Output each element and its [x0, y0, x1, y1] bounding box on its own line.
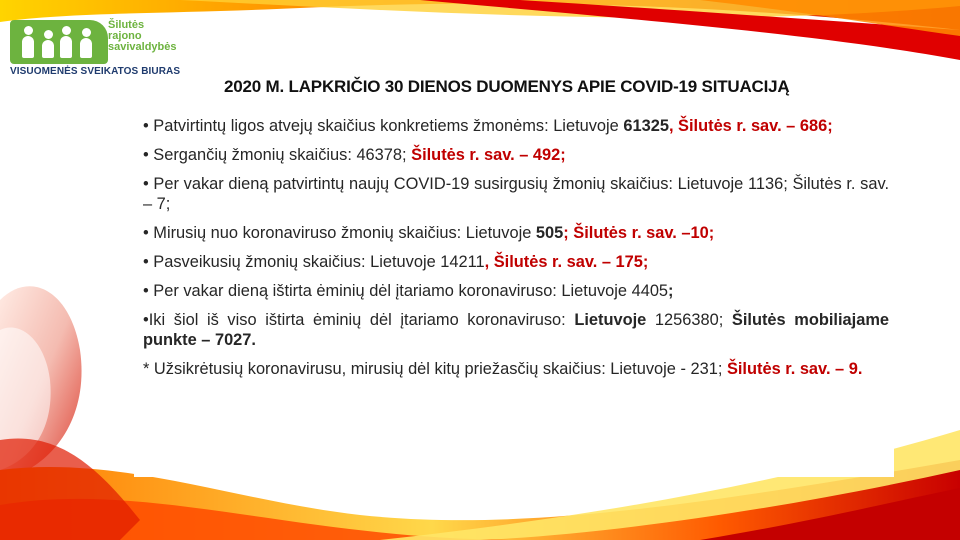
list-item-text: ; Šilutės r. sav. –10;: [563, 224, 715, 242]
list-item-text: ;: [668, 282, 674, 300]
list-item: [143, 223, 889, 243]
list-item: [143, 252, 889, 272]
list-item-text: 1256380;: [646, 311, 732, 329]
list-item: [143, 145, 889, 165]
logo-figure: [80, 38, 92, 58]
logo-family-emblem: [10, 20, 108, 64]
list-item: [143, 310, 889, 350]
list-item-text: •Iki šiol iš viso ištirta ėminių dėl įtariamo koronaviruso:: [143, 311, 575, 329]
list-item-text: , Šilutės r. sav. – 686;: [668, 117, 833, 135]
list-item-text: • Per vakar dieną patvirtintų naujų COVID-19 susirgusių žmonių skaičius: Lietuvoje 1136; Šilutės r. sav. – 7;: [143, 175, 889, 213]
list-item-text: Lietuvoje: [574, 311, 647, 329]
page-title: 2020 M. LAPKRIČIO 30 DIENOS DUOMENYS APIE COVID-19 SITUACIJĄ: [224, 77, 790, 96]
list-item-text: Šilutės mobiliajame punkte – 7027.: [143, 311, 890, 349]
logo-line-3: savivaldybės: [108, 41, 177, 53]
list-item-text: • Pasveikusių žmonių skaičius: Lietuvoje 14211: [143, 253, 485, 271]
list-item-text: Šilutės r. sav. – 492;: [411, 146, 566, 164]
logo-line-1: Šilutės: [108, 19, 145, 31]
logo-line-2: rajono: [108, 30, 142, 42]
list-item-text: Šilutės r. sav. – 9.: [726, 360, 863, 378]
list-item: [143, 116, 889, 136]
list-item-text: , Šilutės r. sav. – 175;: [484, 253, 649, 271]
list-item-text: • Mirusių nuo koronaviruso žmonių skaičius: Lietuvoje: [143, 224, 536, 242]
organization-logo: [6, 20, 206, 82]
logo-figure-head: [82, 28, 91, 37]
logo-figure-head: [62, 26, 71, 35]
logo-figure: [42, 40, 54, 58]
logo-figure-head: [24, 26, 33, 35]
list-item-text: • Patvirtintų ligos atvejų skaičius konkretiems žmonėms: Lietuvoje: [143, 117, 624, 135]
list-item-text: • Per vakar dieną ištirta ėminių dėl įtariamo koronaviruso: Lietuvoje 4405: [143, 282, 669, 300]
logo-subtitle: VISUOMENĖS SVEIKATOS BIURAS: [10, 66, 181, 77]
logo-figure-head: [44, 30, 53, 39]
list-item-text: 61325: [623, 117, 669, 135]
logo-figure: [60, 36, 72, 58]
logo-wordmark: [108, 20, 177, 53]
list-item-text: 505: [535, 224, 564, 242]
list-item: [143, 174, 889, 214]
list-item: [143, 281, 889, 301]
list-item-text: • Sergančių žmonių skaičius: 46378;: [143, 146, 412, 164]
list-item-text: * Užsikrėtusių koronavirusu, mirusių dėl kitų priežasčių skaičius: Lietuvoje - 231;: [143, 360, 727, 378]
logo-figure: [22, 36, 34, 58]
statistics-list: [143, 116, 889, 379]
list-item: [143, 359, 889, 379]
